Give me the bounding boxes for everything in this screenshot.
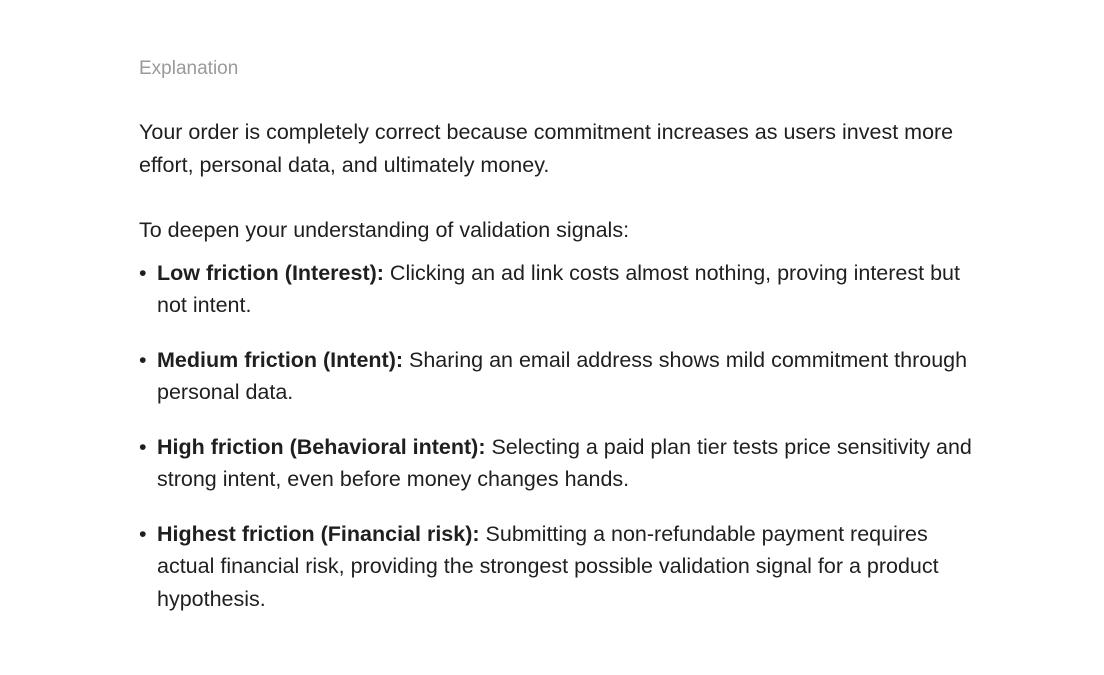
list-item-title: Highest friction (Financial risk): (157, 521, 480, 546)
section-label: Explanation (139, 58, 239, 79)
list-item (139, 518, 981, 616)
list-item-text: Selecting a paid plan tier tests price sensitivity and strong intent, even before money changes hands. (157, 434, 972, 491)
signal-list (139, 257, 981, 616)
list-item-text: Submitting a non-refundable payment requires actual financial risk, providing the strongest possible validation signal for a product hypothesis. (157, 521, 939, 611)
bullet-icon: • (139, 347, 147, 372)
bullet-icon: • (139, 521, 147, 546)
bullet-icon: • (139, 260, 147, 285)
explanation-panel (139, 56, 981, 637)
list-item (139, 344, 981, 409)
list-item-title: Medium friction (Intent): (157, 347, 404, 372)
bullet-icon: • (139, 434, 147, 459)
intro-text: To deepen your understanding of validation signals: (139, 218, 630, 242)
explanation-paragraph: Your order is completely correct because commitment increases as users invest more effort, personal data, and ultimately money. (139, 120, 954, 177)
list-item (139, 257, 981, 322)
list-item-title: Low friction (Interest): (157, 260, 384, 285)
list-item (139, 431, 981, 496)
list-item-text: Clicking an ad link costs almost nothing, proving interest but not intent. (157, 260, 960, 317)
list-item-title: High friction (Behavioral intent): (157, 434, 486, 459)
list-item-text: Sharing an email address shows mild commitment through personal data. (157, 347, 968, 404)
